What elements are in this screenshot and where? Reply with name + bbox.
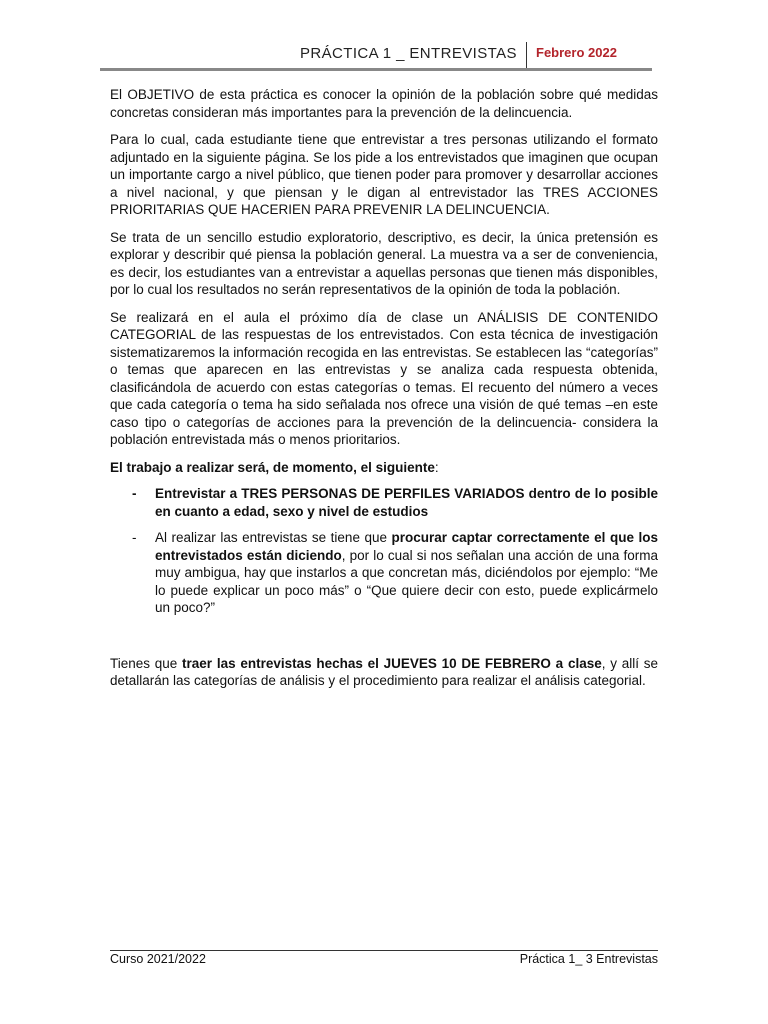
task-item-interview [110,485,658,520]
task2-text-c: , por lo cual si nos señalan una acción de una forma muy ambigua, hay que instarlos a que concretan más, diciéndolos por ejemplo: “Me lo puede explicar un poco más” o “Que quiere decir con esto, puede explicármelo un poco?” [155,547,658,615]
work-intro [110,459,658,477]
task1-text-b: TRES PERSONAS DE PERFILES VARIADOS [241,486,525,501]
task-item-capture [110,529,658,617]
header-divider [526,42,527,70]
closing-text-a: Tienes que [110,655,183,671]
closing-text-bold: traer las entrevistas hechas el JUEVES 10 DE FEBRERO a clase [182,655,602,671]
document-body [110,86,658,700]
footer-rule [110,950,658,951]
task2-text-bold: procurar captar correctamente el que los entrevistados están diciendo [155,530,658,563]
analysis-paragraph: Se realizará en el aula el próximo día de clase un ANÁLISIS DE CONTENIDO CATEGORIAL de las respuestas de los entrevistados. Con esta técnica de investigación sistematizaremos la información recogida en las entrevistas. Se establecen las “categorías” o temas que aparecen en las entrevistas y se analiza cada respuesta obtenida, clasificándola de acuerdo con estas categorías o temas. El recuento del número a veces que cada categoría o tema ha sido señalada nos ofrece una visión de qué temas –en este caso tipo o categorías de acciones para la prevención de la delincuencia- considera la población entrevistada más o menos prioritarios. [110,309,658,447]
objective-paragraph: El OBJETIVO de esta práctica es conocer la opinión de la población sobre qué medidas concretas consideran más importantes para la prevención de la delincuencia. [110,87,658,120]
study-description-paragraph: Se trata de un sencillo estudio exploratorio, descriptivo, es decir, la única pretensión es explorar y describir qué piensa la población general. La muestra va a ser de conveniencia, es decir, los estudiantes van a entrevistar a aquellas personas que tienen más disponibles, por lo cual los resultados no serán representativos de la opinión de toda la población. [110,229,658,297]
work-intro-colon: : [434,459,439,475]
closing-text-c: , y allí se detallarán las categorías de análisis y el procedimiento para realizar el análisis categorial. [110,655,658,688]
task1-text-a: Entrevistar a [155,486,242,501]
header-rule [100,68,652,71]
task2-text-a: Al realizar las entrevistas se tiene que [155,530,392,545]
header-date: Febrero 2022 [536,45,617,60]
work-intro-bold: El trabajo a realizar será, de momento, el siguiente [110,459,435,475]
instructions-paragraph: Para lo cual, cada estudiante tiene que entrevistar a tres personas utilizando el formato adjuntado en la siguiente página. Se los pide a los entrevistados que imaginen que ocupan un importante cargo a nivel público, que tienen poder para promover y desarrollar acciones a nivel nacional, y que piensan y le digan al entrevistador las TRES ACCIONES PRIORITARIAS QUE HACERIEN PARA PREVENIR LA DELINCUENCIA. [110,132,658,217]
document-title: PRÁCTICA 1 _ ENTREVISTAS [300,45,517,62]
bullet-dash: - [132,530,137,545]
footer-course: Curso 2021/2022 [110,952,206,966]
task1-text-c: dentro de lo posible en cuanto a edad, sexo y nivel de estudios [155,486,658,519]
bullet-dash: - [132,486,137,501]
task-list [110,485,658,617]
footer-practice: Práctica 1_ 3 Entrevistas [519,952,658,966]
closing-paragraph [110,655,658,690]
